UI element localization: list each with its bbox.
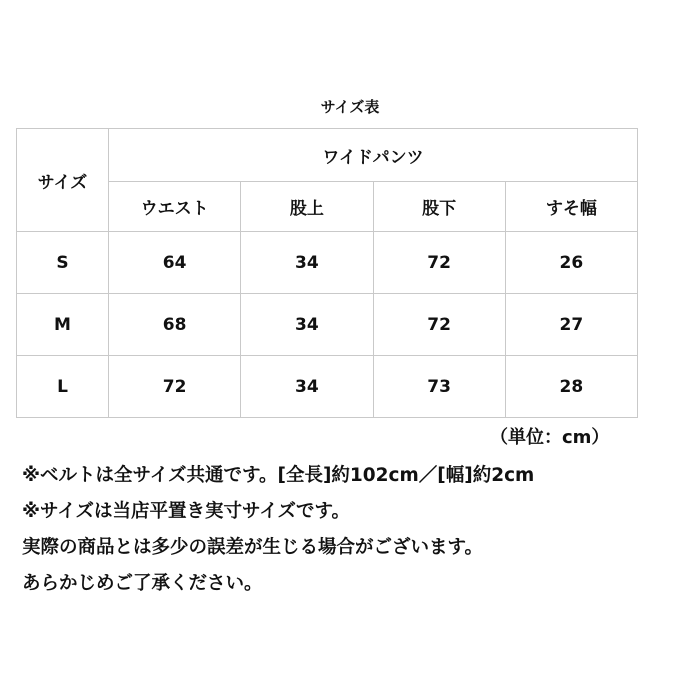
size-table <box>16 128 638 418</box>
page-title: サイズ表 <box>320 98 380 116</box>
table-cell: 34 <box>241 294 373 356</box>
product-group-header: ワイドパンツ <box>109 129 638 182</box>
table-cell: 34 <box>241 356 373 418</box>
column-header-waist: ウエスト <box>109 182 241 232</box>
column-header-rise: 股上 <box>241 182 373 232</box>
note-acknowledge: あらかじめご了承ください。 <box>22 573 263 594</box>
size-label: M <box>17 294 109 356</box>
table-cell: 26 <box>505 232 637 294</box>
table-cell: 73 <box>373 356 505 418</box>
note-measurement: ※サイズは当店平置き実寸サイズです。 <box>22 501 351 522</box>
table-cell: 68 <box>109 294 241 356</box>
table-cell: 72 <box>373 232 505 294</box>
table-cell: 27 <box>505 294 637 356</box>
table-cell: 28 <box>505 356 637 418</box>
table-row <box>17 356 638 418</box>
column-header-inseam: 股下 <box>373 182 505 232</box>
unit-label: （単位：cm） <box>490 427 610 448</box>
table-header-row <box>17 129 638 182</box>
table-row <box>17 294 638 356</box>
size-label: L <box>17 356 109 418</box>
table-subheader-row <box>17 182 638 232</box>
table-row <box>17 232 638 294</box>
size-column-header: サイズ <box>17 129 109 232</box>
table-cell: 72 <box>373 294 505 356</box>
note-belt: ※ベルトは全サイズ共通です。[全長]約102cm／[幅]約2cm <box>22 465 535 486</box>
table-cell: 72 <box>109 356 241 418</box>
table-cell: 64 <box>109 232 241 294</box>
column-header-hem-width: すそ幅 <box>505 182 637 232</box>
notes <box>22 458 692 602</box>
size-label: S <box>17 232 109 294</box>
table-cell: 34 <box>241 232 373 294</box>
note-variance: 実際の商品とは多少の誤差が生じる場合がございます。 <box>22 537 484 558</box>
